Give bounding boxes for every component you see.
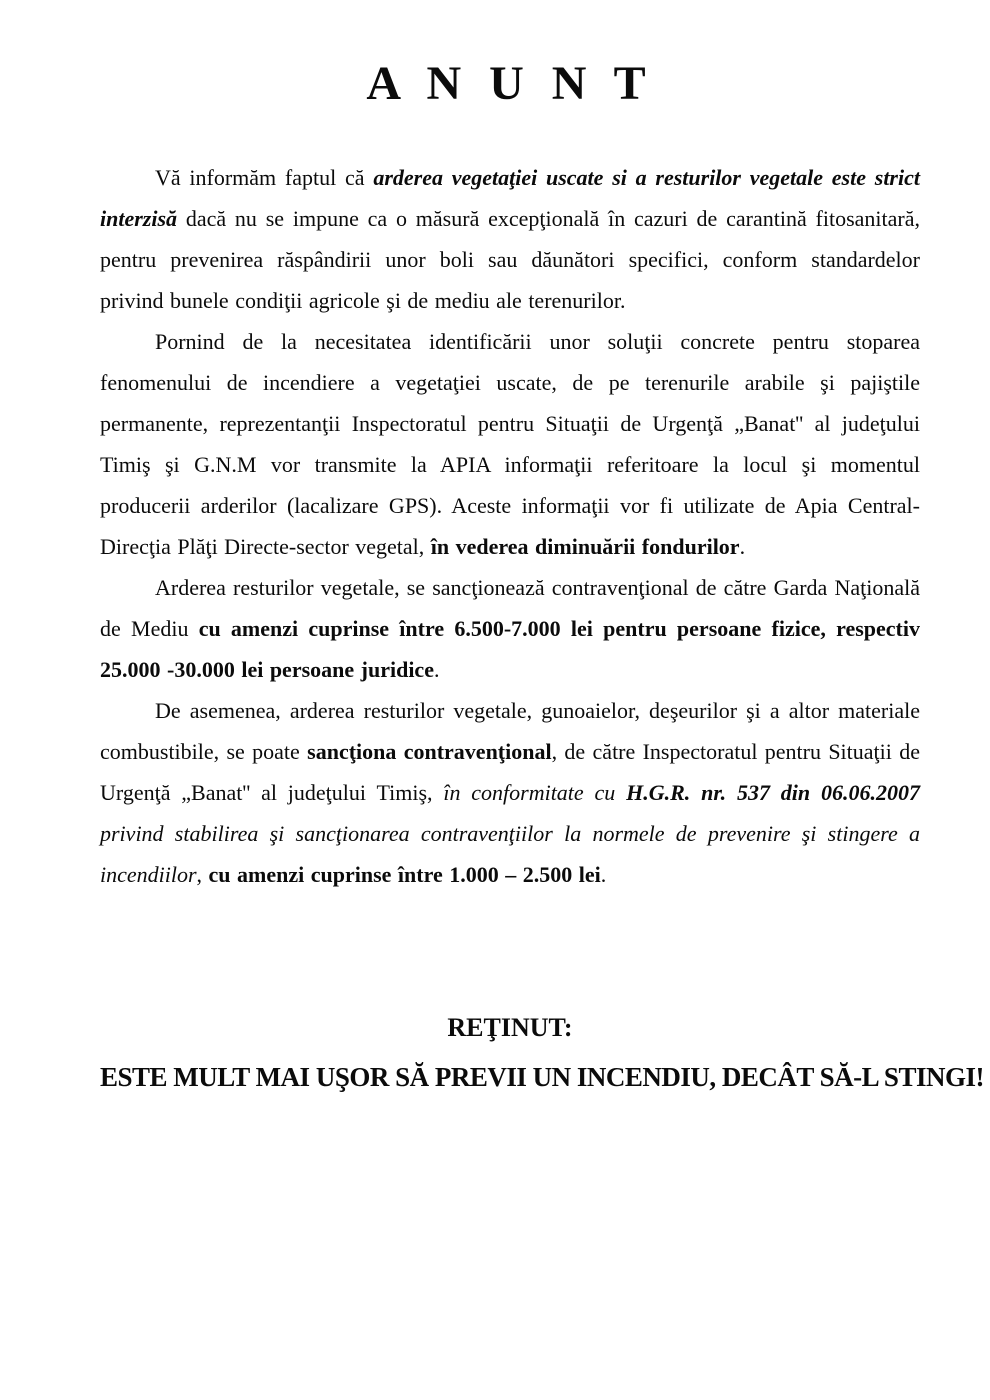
page-title: A N U N T [366,57,654,110]
text-run: dacă nu se impune ca o măsură excepţională în cazuri de carantină fitosanitară, pentru prevenirea răspândirii unor boli sau dăunători specifici, conform standardelor privind bunele condiţii agricole şi de mediu ale terenurilor. [100,206,920,313]
footer-heading: REŢINUT: [447,1013,573,1042]
text-run: . [739,534,746,559]
text-run: sancţiona contravenţional [307,739,552,764]
text-run: Arderea resturilor vegetale, se sancţionează contravenţional de către Garda Naţională de Mediu [100,575,920,641]
text-run: în vederea diminuării fondurilor [430,534,740,559]
paragraph [100,690,920,895]
footer-slogan: ESTE MULT MAI UŞOR SĂ PREVII UN INCENDIU, DECÂT SĂ-L STINGI! [100,1062,984,1093]
text-run: , [196,862,209,887]
text-run: . [433,657,440,682]
text-run: privind stabilirea şi sancţionarea contravenţiilor la normele de prevenire şi stingere a incendiilor [100,821,920,887]
text-run: cu amenzi cuprinse între 1.000 – 2.500 lei [208,862,601,887]
paragraph [100,157,920,321]
text-run: De asemenea, arderea resturilor vegetale, gunoaielor, deşeurilor şi a altor materiale combustibile, se poate [100,698,920,764]
text-run: Vă informăm faptul că [155,165,374,190]
text-run: H.G.R. nr. 537 din 06.06.2007 [626,780,920,805]
text-run: . [600,862,607,887]
body-paragraphs [100,157,920,895]
text-run: , de către Inspectoratul pentru Situaţii de Urgenţă „Banat'' al judeţului Timiş, [100,739,920,805]
text-run: Pornind de la necesitatea identificării unor soluţii concrete pentru stoparea fenomenului de incendiere a vegetaţiei uscate, de pe terenurile arabile şi pajiştile permanente, reprezentanţii Inspectoratul pentru Situaţii de Urgenţă „Banat'' al judeţului Timiş şi G.N.M vor transmite la APIA informaţii referitoare la locul şi momentul producerii arderilor (lacalizare GPS). Aceste informaţii vor fi utilizate de Apia Central- Direcţia Plăţi Directe-sector vegetal, [100,329,920,559]
text-run: în conformitate cu [443,780,627,805]
text-run: cu amenzi cuprinse între 6.500-7.000 lei pentru persoane fizice, respectiv 25.000 -30.000 lei persoane juridice [100,616,920,682]
paragraph [100,567,920,690]
text-run: arderea vegetaţiei uscate si a resturilor vegetale este strict interzisă [100,165,920,231]
paragraph [100,321,920,567]
